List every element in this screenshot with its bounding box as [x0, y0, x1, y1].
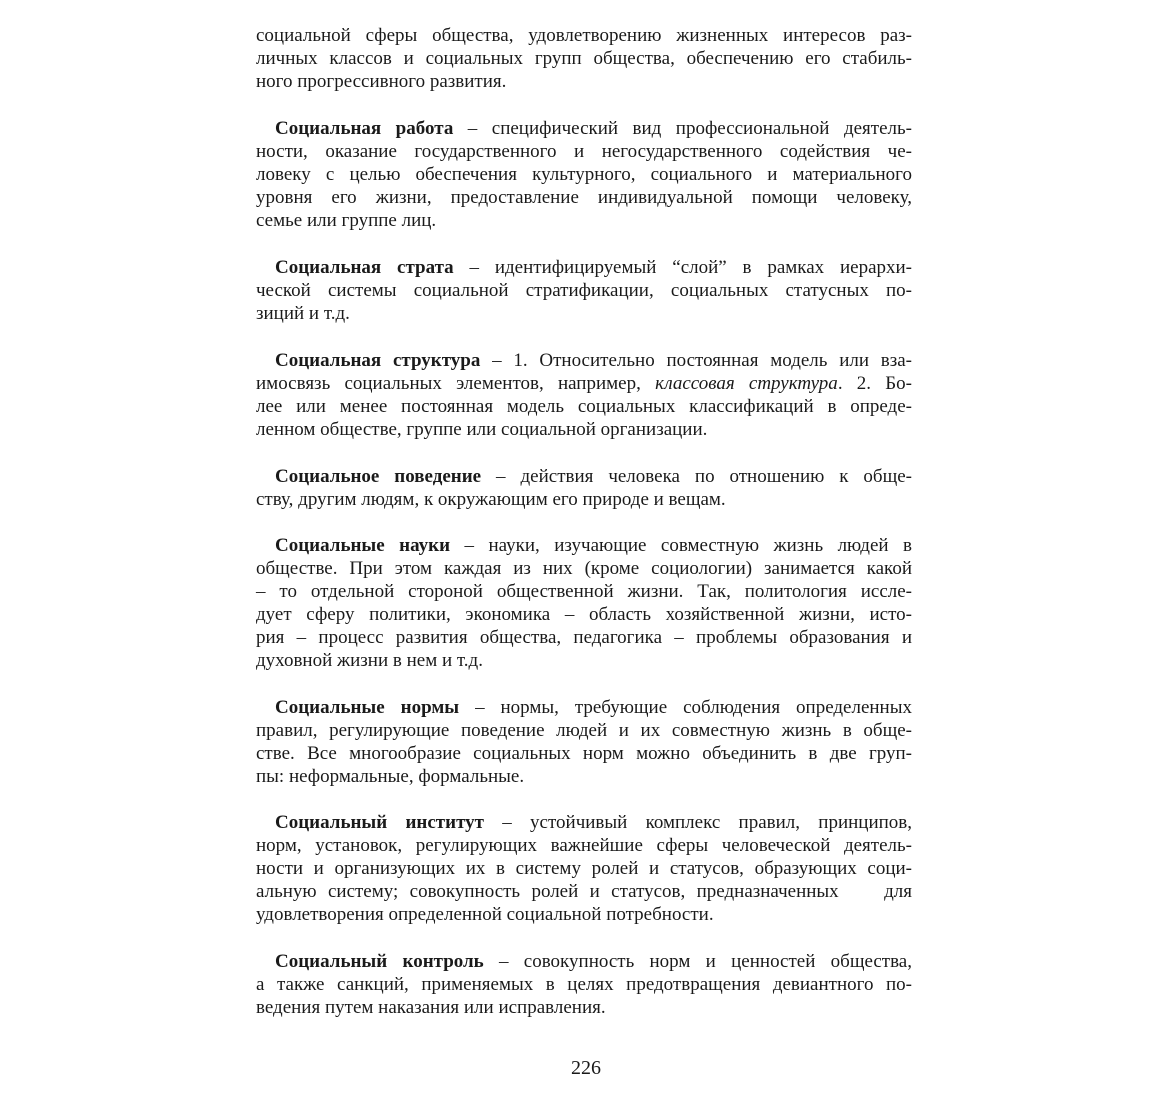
- definition-line: духовной жизни в нем и т.д.: [256, 650, 483, 671]
- term-heading: Социальная структура: [275, 350, 481, 371]
- page-number: 226: [571, 1057, 601, 1079]
- definition-line: дует сферу политики, экономика – область хозяйственной жизни, исто-: [256, 604, 912, 625]
- definition-line: стве. Все многообразие социальных норм можно объединить в две груп-: [256, 743, 912, 764]
- definition-text: – совокупность норм и ценностей общества,: [483, 951, 912, 972]
- definition-text: – нормы, требующие соблюдения определенных: [459, 697, 912, 718]
- definition-line: ленном обществе, группе или социальной организации.: [256, 419, 708, 440]
- term-heading: Социальная страта: [275, 257, 454, 278]
- term-heading: Социальные науки: [275, 535, 451, 556]
- definition-line: семье или группе лиц.: [256, 210, 437, 231]
- document-page: [256, 24, 916, 1084]
- definition-text: – специфический вид профессиональной деятель-: [453, 118, 912, 139]
- entry-social-institution-line: [275, 811, 912, 835]
- intro-line: социальной сферы общества, удовлетворению жизненных интересов раз-: [256, 25, 912, 46]
- definition-text: – идентифицируемый “слой” в рамках иерархи-: [453, 257, 912, 278]
- definition-line: а также санкций, применяемых в целях предотвращения девиантного по-: [256, 974, 912, 995]
- entry-social-stratum-line: [275, 256, 912, 280]
- definition-text: – 1. Относительно постоянная модель или вза-: [480, 350, 912, 371]
- term-heading: Социальное поведение: [275, 466, 482, 487]
- term-heading: Социальные нормы: [275, 697, 460, 718]
- definition-line: правил, регулирующие поведение людей и их совместную жизнь в обще-: [256, 720, 912, 741]
- definition-line: ведения путем наказания или исправления.: [256, 997, 606, 1018]
- term-heading: Социальный институт: [275, 812, 485, 833]
- term-heading: Социальная работа: [275, 118, 454, 139]
- definition-text: – устойчивый комплекс правил, принципов,: [484, 812, 913, 833]
- definition-line: [256, 372, 912, 396]
- intro-line: ного прогрессивного развития.: [256, 71, 507, 92]
- definition-line: ности, оказание государственного и негосударственного содействия че-: [256, 141, 912, 162]
- italic-example: классовая структура: [655, 373, 838, 394]
- entry-social-sciences-line: [275, 534, 912, 558]
- entry-social-behavior-line: [275, 465, 912, 489]
- definition-line: зиций и т.д.: [256, 303, 350, 324]
- entry-social-control-line: [275, 950, 912, 974]
- definition-line: лее или менее постоянная модель социальных классификаций в опреде-: [256, 396, 912, 417]
- definition-text: . 2. Бо-: [837, 373, 912, 394]
- definition-line: норм, установок, регулирующих важнейшие сферы человеческой деятель-: [256, 835, 912, 856]
- intro-line: личных классов и социальных групп общества, обеспечению его стабиль-: [256, 48, 912, 69]
- term-heading: Социальный контроль: [275, 951, 484, 972]
- definition-text: имосвязь социальных элементов, например,: [256, 373, 656, 394]
- definition-text: – действия человека по отношению к обще-: [481, 466, 912, 487]
- definition-line: ности и организующих их в систему ролей и статусов, образующих соци-: [256, 858, 912, 879]
- definition-line: обществе. При этом каждая из них (кроме социологии) занимается какой: [256, 558, 912, 579]
- definition-text: – науки, изучающие совместную жизнь людей в: [450, 535, 912, 556]
- definition-line: ловеку с целью обеспечения культурного, социального и материального: [256, 164, 912, 185]
- entry-social-work-line: [275, 117, 912, 141]
- definition-line: альную систему; совокупность ролей и статусов, предназначенных для: [256, 881, 912, 902]
- entry-social-structure-line: [275, 349, 912, 373]
- entry-social-norms-line: [275, 696, 912, 720]
- definition-line: ству, другим людям, к окружающим его природе и вещам.: [256, 489, 726, 510]
- definition-line: ческой системы социальной стратификации, социальных статусных по-: [256, 280, 912, 301]
- definition-line: уровня его жизни, предоставление индивидуальной помощи человеку,: [256, 187, 912, 208]
- definition-line: рия – процесс развития общества, педагогика – проблемы образования и: [256, 627, 912, 648]
- definition-line: удовлетворения определенной социальной потребности.: [256, 904, 714, 925]
- definition-line: – то отдельной стороной общественной жизни. Так, политология иссле-: [256, 581, 912, 602]
- definition-line: пы: неформальные, формальные.: [256, 766, 525, 787]
